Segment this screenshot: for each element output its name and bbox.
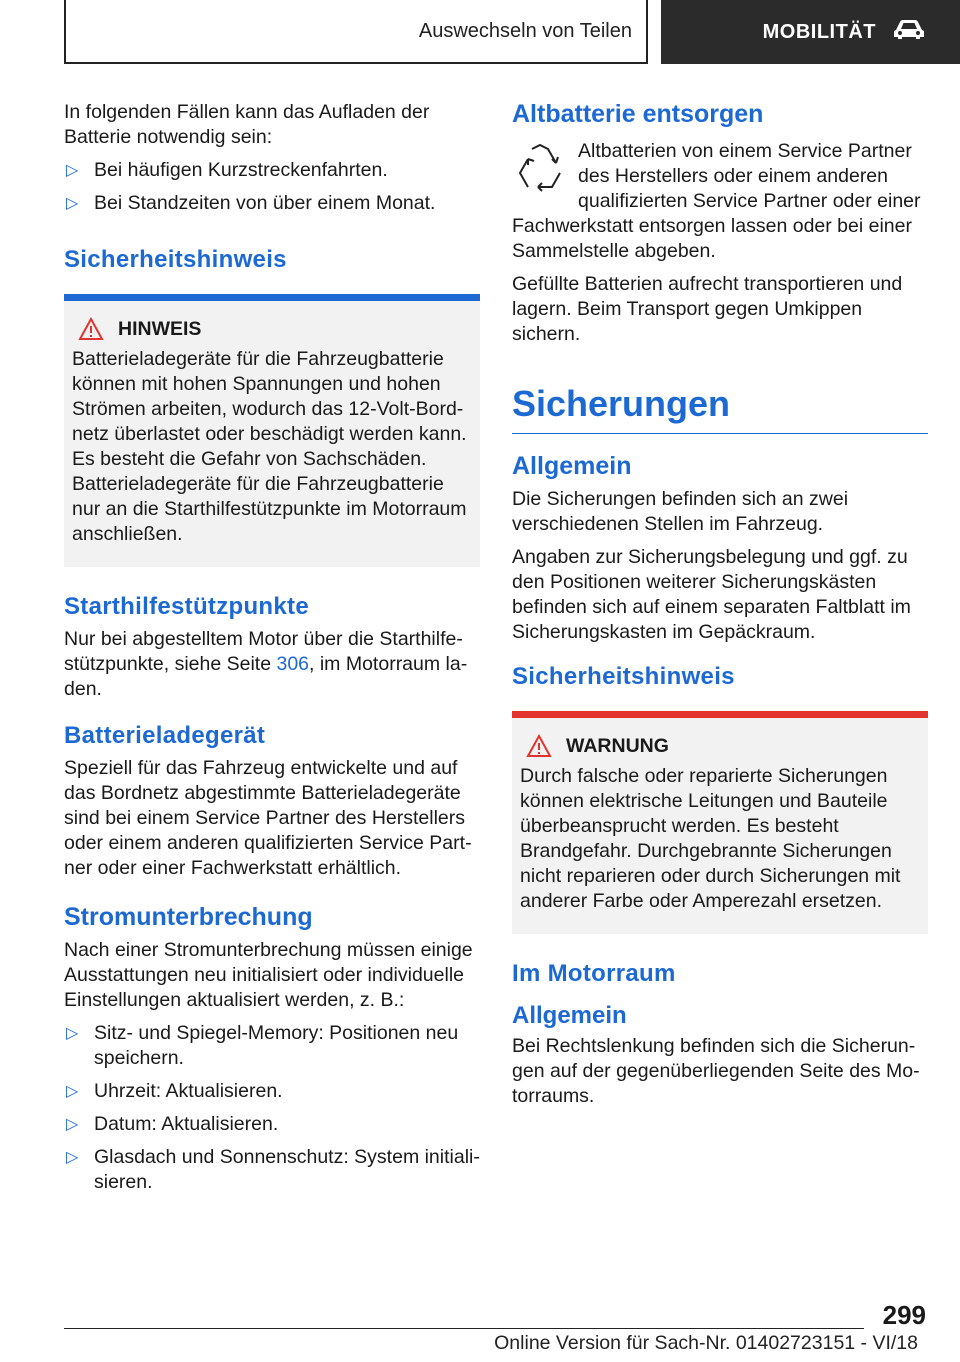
section-title: Auswechseln von Teilen <box>418 19 632 42</box>
left-column <box>64 100 480 1203</box>
intro-text: In folgenden Fällen kann das Aufladen der Batterie notwendig sein: <box>64 101 430 148</box>
triangle-bullet-icon: ▷ <box>66 1083 79 1100</box>
dispose-text: Altbatterien von einem Service Partner des Herstellers oder einem anderen qualifizierten Service Partner oder einer Fachwerkstatt entsorgen lassen oder bei einer Sammelstelle abgeben. <box>512 140 921 262</box>
triangle-bullet-icon: ▷ <box>66 195 79 212</box>
notice-title-row <box>72 317 472 341</box>
warning-title: WARNUNG <box>566 734 669 757</box>
warning-text: Durch falsche oder reparierte Sicherungen können elektrische Leitungen und Bauteile überbeansprucht werden. Es besteht Brandgefahr. Durchgebrannte Sicherungen nicht reparieren oder durch Sicherungen mit anderer Farbe oder Amperezahl ersetzen. <box>520 765 901 912</box>
list-item: ▷ Datum: Aktualisieren. <box>66 1113 279 1135</box>
footer-divider <box>64 1328 864 1329</box>
dispose-block <box>512 139 928 264</box>
warning-title-row <box>520 734 920 758</box>
section-heading: Im Motorraum <box>512 960 676 987</box>
warning-triangle-icon <box>78 317 104 341</box>
section-heading: Altbatterie entsorgen <box>512 100 764 128</box>
power-list <box>64 1021 480 1195</box>
right-column <box>512 100 928 1117</box>
section-heading: Batterieladegerät <box>64 722 266 749</box>
section-heading: Stromunterbrechung <box>64 903 313 931</box>
page-link[interactable]: 306 <box>276 653 310 675</box>
page-number: 299 <box>882 1300 926 1330</box>
list-item: ▷ Uhrzeit: Aktualisieren. <box>66 1080 283 1102</box>
list-item: ▷ Bei Standzeiten von über einem Monat. <box>66 192 436 214</box>
triangle-bullet-icon: ▷ <box>66 1116 79 1133</box>
list-item: ▷ Sitz- und Spiegel-Memory: Positionen neu speichern. <box>66 1022 459 1069</box>
warning-triangle-icon <box>526 734 552 758</box>
triangle-bullet-icon: ▷ <box>66 1149 79 1166</box>
section-heading: Allgemein <box>512 452 632 480</box>
list-item: ▷ Bei häufigen Kurzstreckenfahrten. <box>66 159 388 181</box>
general-text: Die Sicherungen befinden sich an zwei verschiedenen Stellen im Fahrzeug. <box>512 488 849 535</box>
notice-title: HINWEIS <box>118 317 202 340</box>
notice-text: Batterieladegeräte für die Fahrzeugbatterie können mit hohen Spannungen und hohen Strömen arbeiten, wodurch das 12-Volt-Bordnetz überlastet oder beschädigt werden kann. Es besteht die Gefahr von Sachschäden. Batterieladegeräte für die Fahrzeugbatterie nur an die Starthilfestützpunkte im Motorraum anschließen. <box>72 348 467 545</box>
list-item: ▷ Glasdach und Sonnenschutz: System initialisieren. <box>66 1146 480 1193</box>
car-icon <box>892 18 926 46</box>
section-heading: Starthilfestützpunkte <box>64 593 309 620</box>
start-text: Nur bei abgestelltem Motor über die Starthilfestützpunkte, siehe Seite 306, im Motorraum laden. <box>64 628 468 700</box>
charger-text: Speziell für das Fahrzeug entwickelte und auf das Bordnetz abgestimmte Batterieladegeräte sind bei einem Service Partner des Herstellers oder einem anderen qualifizierten Service Partner oder einer Fachwerkstatt erhältlich. <box>64 757 472 879</box>
recycle-icon <box>512 141 568 197</box>
general-text-2: Angaben zur Sicherungsbelegung und ggf. zu den Positionen weiterer Sicherungskästen befinden sich auf einem separaten Faltblatt im Sicherungskasten im Gepäckraum. <box>512 546 911 643</box>
chapter-title: MOBILITÄT <box>762 20 876 43</box>
section-header <box>64 0 648 64</box>
chapter-tab[interactable] <box>661 0 960 64</box>
engine-text: Bei Rechtslenkung befinden sich die Sicherungen auf der gegenüberliegenden Seite des Motorraums. <box>512 1035 920 1107</box>
dispose-text-2: Gefüllte Batterien aufrecht transportieren und lagern. Beim Transport gegen Umkippen sichern. <box>512 273 903 345</box>
triangle-bullet-icon: ▷ <box>66 162 79 179</box>
warning-box <box>512 711 928 934</box>
power-text: Nach einer Stromunterbrechung müssen einige Ausstattungen neu initialisiert oder individuelle Einstellungen aktualisiert werden, z. B.: <box>64 939 473 1011</box>
intro-list <box>64 158 480 216</box>
notice-box <box>64 294 480 567</box>
section-heading: Sicherheitshinweis <box>64 246 287 273</box>
footer-text: Online Version für Sach-Nr. 01402723151 - VI/18 <box>494 1332 918 1354</box>
subsection-heading: Allgemein <box>512 1002 627 1029</box>
chapter-heading: Sicherungen <box>512 383 928 434</box>
section-heading: Sicherheitshinweis <box>512 663 735 690</box>
triangle-bullet-icon: ▷ <box>66 1025 79 1042</box>
